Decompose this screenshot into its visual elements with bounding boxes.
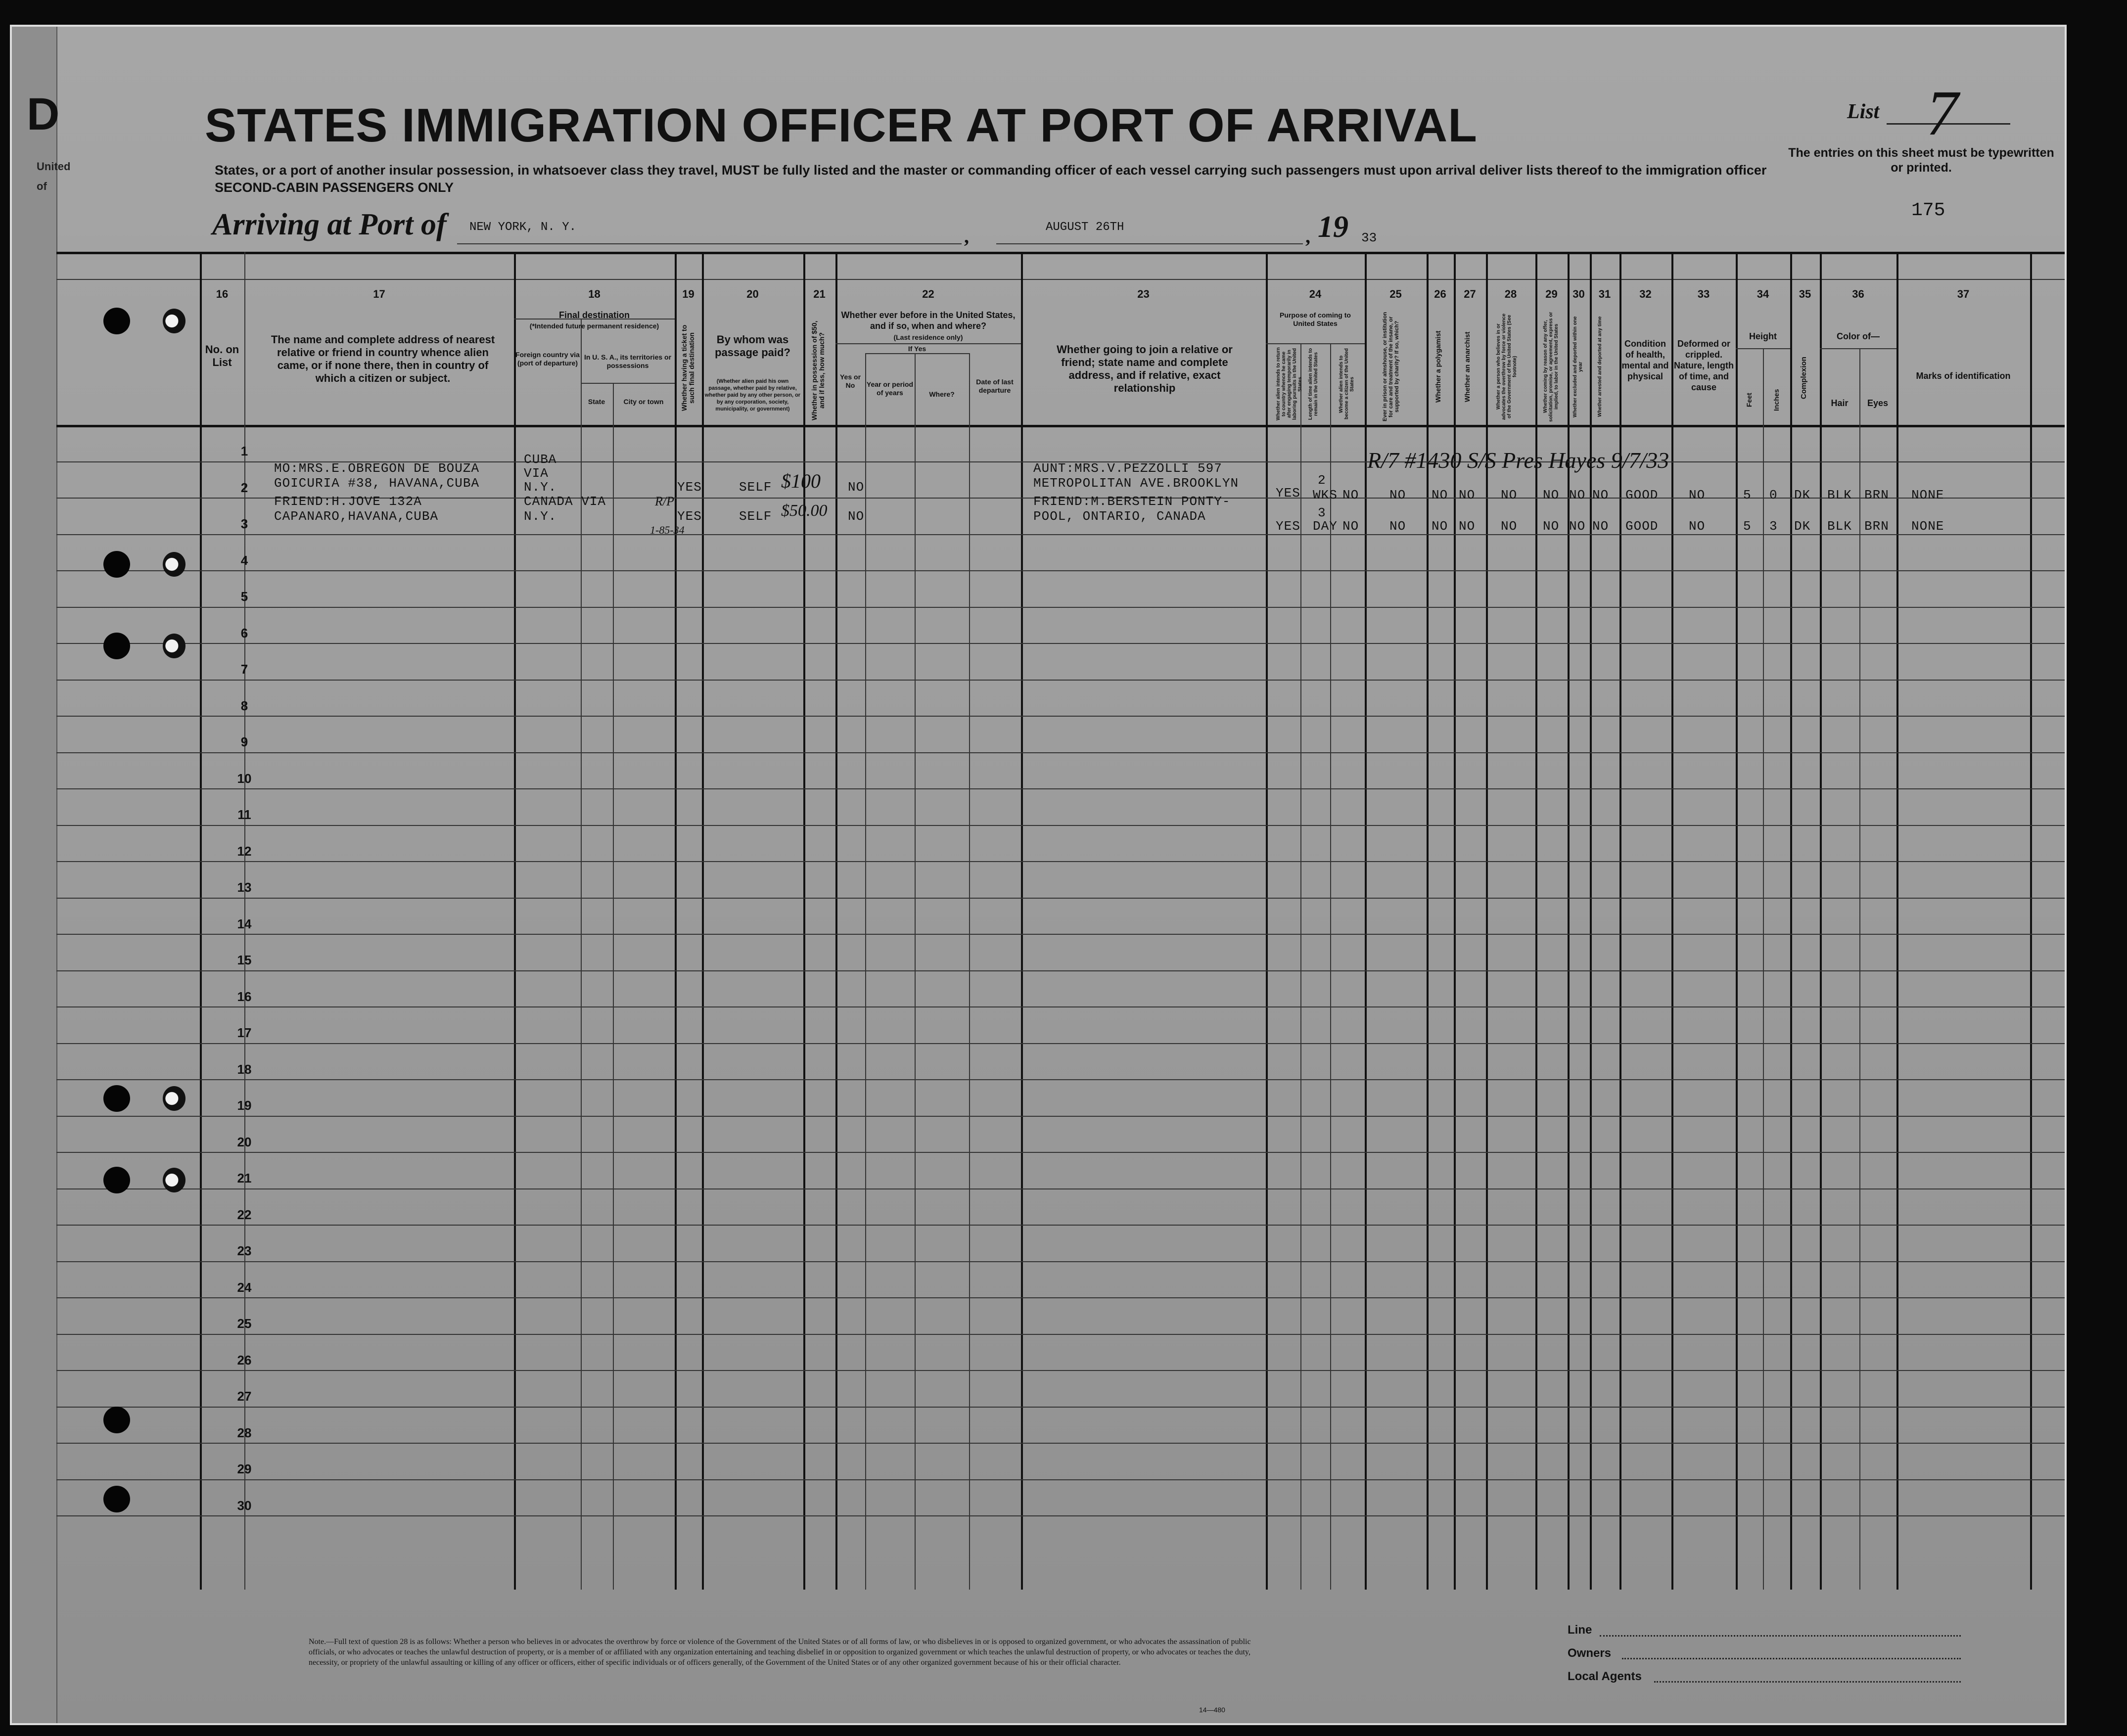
row-rule: [56, 1006, 2065, 1007]
col-line-22: [835, 252, 837, 1590]
entry2-money: $50.00: [781, 502, 828, 520]
handwritten-ticket-mark-1: R/P: [655, 494, 674, 508]
port-underline: [457, 243, 962, 244]
hdr-purpose: Purpose of coming to United States: [1280, 311, 1351, 327]
entry1-foreign-line2: VIA: [524, 466, 549, 481]
col-line-16: [200, 252, 202, 1590]
hdr-hair: Hair: [1831, 398, 1849, 408]
hdr-no-on-list: No. on List: [205, 343, 239, 368]
row-number: 2: [240, 480, 248, 495]
col-line-end: [2030, 252, 2032, 1590]
col-line-22c: [969, 353, 970, 1590]
hdr-anarchist: Whether an anarchist: [1463, 331, 1471, 402]
hdr-c29: Whether coming by reason of any offer, solicitation, promise, or agreement, express or implied, to labor in the United States: [1543, 312, 1559, 422]
binder-hole: [103, 1167, 130, 1193]
col-line-18b: [613, 383, 614, 1590]
footer-owners-label: Owners: [1568, 1646, 1612, 1660]
footer-agents-rule: [1654, 1681, 1961, 1683]
hdr-year-period: Year or period of years: [866, 380, 914, 397]
row-rule: [56, 1225, 2065, 1226]
entry2-joining-line1: FRIEND:M.BERSTEIN PONTY-: [1033, 494, 1231, 509]
col-line-18a: [581, 319, 582, 1590]
ifyes-sub-divider: [865, 353, 969, 354]
hdr-color-of: Color of—: [1837, 331, 1880, 341]
binder-hole: [103, 308, 130, 334]
row-number: 24: [237, 1279, 252, 1295]
entry2-length-b: DAY: [1313, 519, 1338, 534]
hdr-by-whom: By whom was passage paid?: [715, 333, 790, 359]
row-rule: [56, 1188, 2065, 1189]
footer-agents-label: Local Agents: [1568, 1670, 1642, 1683]
colnum-31: 31: [1598, 288, 1611, 300]
row-rule: [56, 1297, 2065, 1298]
row-rule: [56, 1079, 2065, 1080]
hdr-date-departure: Date of last departure: [976, 378, 1014, 394]
hdr-ever-before: Whether ever before in the United States, and if so, when and where?: [841, 310, 1016, 331]
hdr-purpose-c: Whether alien intends to become a citizen of the United States: [1339, 348, 1355, 420]
entry1-relative-line1: MO:MRS.E.OBREGON DE BOUZA: [274, 461, 480, 476]
usa-sub-divider: [581, 383, 675, 384]
colnum-25: 25: [1389, 288, 1402, 300]
binder-hole-half: [163, 552, 185, 577]
hdr-money: Whether in possession of $50, and if less, how much?: [810, 320, 826, 420]
hdr-state: State: [588, 398, 605, 406]
row-number: 12: [237, 843, 252, 859]
entry2-ticket: YES: [677, 509, 702, 524]
entry1-ever-before: NO: [848, 480, 865, 495]
col-line-19: [675, 252, 677, 1590]
col-line-22a: [865, 353, 866, 1590]
entry1-feet: 5: [1743, 488, 1752, 503]
row-number: 28: [237, 1425, 252, 1440]
hdr-deformed: Deformed or crippled. Nature, length of time, and cause: [1673, 339, 1734, 392]
binder-hole-half: [163, 1086, 185, 1111]
row-rule: [56, 1479, 2065, 1480]
entry2-c25: NO: [1389, 519, 1406, 534]
entry2-foreign-line2: N.Y.: [524, 509, 557, 524]
row-rule: [56, 680, 2065, 681]
row-rule: [56, 643, 2065, 644]
row-rule: [56, 825, 2065, 826]
entry1-relative-line2: GOICURIA #38, HAVANA,CUBA: [274, 476, 480, 491]
color-sub-divider: [1820, 348, 1896, 349]
col-line-24a: [1300, 343, 1301, 1590]
date-underline: [996, 243, 1303, 244]
entry1-ticket: YES: [677, 480, 702, 495]
binder-hole: [103, 1486, 130, 1512]
row-number: 9: [240, 734, 248, 749]
col-line-33: [1671, 252, 1673, 1590]
footer-line-label: Line: [1568, 1623, 1592, 1637]
entry2-inches: 3: [1769, 519, 1778, 534]
binder-hole-half: [163, 309, 185, 333]
entry1-c27: NO: [1459, 488, 1476, 503]
entry2-return: YES: [1276, 519, 1300, 534]
row-number: 22: [237, 1207, 252, 1222]
row-rule: [56, 1116, 2065, 1117]
entry1-c28: NO: [1501, 488, 1518, 503]
row-rule: [56, 934, 2065, 935]
comma-1: ,: [964, 225, 969, 247]
row-rule: [56, 898, 2065, 899]
entry2-c28: NO: [1501, 519, 1518, 534]
entry2-relative-line2: CAPANARO,HAVANA,CUBA: [274, 509, 439, 524]
entry1-foreign-line1: CUBA: [524, 452, 557, 467]
row-number: 8: [240, 698, 248, 713]
entry2-c31: NO: [1592, 519, 1609, 534]
colnum-35: 35: [1799, 288, 1811, 300]
entry1-citizen: NO: [1342, 488, 1359, 503]
col-line-35: [1790, 252, 1792, 1590]
colnum-26: 26: [1434, 288, 1446, 300]
left-margin-strip: [12, 27, 60, 1723]
row-rule: [56, 752, 2065, 753]
arrival-date: AUGUST 26TH: [1046, 221, 1124, 234]
hdr-eyes: Eyes: [1867, 398, 1889, 408]
entry1-c31: NO: [1592, 488, 1609, 503]
hdr-final-destination-note: (*Intended future permanent residence): [529, 322, 659, 330]
entry1-length-b: WKS: [1313, 488, 1338, 503]
row-rule: [56, 716, 2065, 717]
colnum-20: 20: [746, 288, 759, 300]
colnum-18: 18: [588, 288, 601, 300]
hdr-marks: Marks of identification: [1916, 371, 2011, 381]
hdr-by-whom-note: (Whether alien paid his own passage, whether paid by relative, whether paid by any other person, or by any corporation, society, municipality, or government): [704, 378, 801, 412]
handwritten-ticket-mark-2: 1-85-34: [650, 524, 685, 536]
manifest-sheet: [10, 25, 2067, 1725]
binder-hole: [103, 633, 130, 659]
comma-2: ,: [1305, 225, 1310, 247]
entry2-complexion: DK: [1794, 519, 1811, 534]
subtitle-instructions: States, or a port of another insular possession, in whatsoever class they travel, MUST be fully listed and the master or commanding officer of each vessel carrying such passengers must upon arrival deliver lists thereof to the immigration officer: [215, 163, 1767, 178]
row-rule: [56, 1407, 2065, 1408]
subtitle-class: SECOND-CABIN PASSENGERS ONLY: [215, 180, 454, 195]
entry2-paid-by: SELF: [739, 509, 772, 524]
binder-hole-half: [163, 1168, 185, 1192]
colnum-37: 37: [1957, 288, 1970, 300]
col-line-37: [1896, 252, 1898, 1590]
binder-hole: [103, 1085, 130, 1112]
colnum-30: 30: [1572, 288, 1585, 300]
colnum-29: 29: [1545, 288, 1558, 300]
col-line-21: [803, 252, 805, 1590]
list-number: 7: [1926, 78, 1958, 149]
hdr-inches: Inches: [1772, 389, 1780, 411]
hdr-purpose-a: Whether alien intends to return to country whence he came after engaging temporarily in laboring pursuits in the United States: [1276, 347, 1303, 421]
table-top-border: [56, 252, 2065, 254]
hdr-feet: Feet: [1745, 393, 1753, 408]
entry2-foreign-line1: CANADA VIA: [524, 494, 606, 509]
entry2-deformed: NO: [1689, 519, 1706, 534]
arrival-port: NEW YORK, N. Y.: [469, 221, 577, 234]
row-number: 18: [237, 1061, 252, 1077]
row-number: 25: [237, 1316, 252, 1331]
hdr-where: Where?: [929, 390, 955, 398]
cut-off-word-2: of: [37, 180, 47, 192]
colnum-19: 19: [682, 288, 694, 300]
binder-hole-half: [163, 634, 185, 658]
hdr-height: Height: [1749, 331, 1777, 341]
entry1-joining-line1: AUNT:MRS.V.PEZZOLLI 597: [1033, 461, 1222, 476]
row-rule: [56, 1152, 2065, 1153]
col-line-20: [702, 252, 704, 1590]
entry2-relative-line1: FRIEND:H.JOVE 132A: [274, 494, 422, 509]
row-number: 14: [237, 916, 252, 931]
hdr-last-residence: (Last residence only): [893, 333, 963, 341]
colnum-divider: [56, 279, 2065, 280]
entry2-condition: GOOD: [1625, 519, 1659, 534]
row-rule: [56, 1443, 2065, 1444]
entry1-c29: NO: [1543, 488, 1560, 503]
row-rule: [56, 1370, 2065, 1371]
row-number: 5: [240, 589, 248, 604]
entry1-joining-line2: METROPOLITAN AVE.BROOKLYN: [1033, 476, 1239, 491]
entry1-hair: BLK: [1827, 488, 1852, 503]
col-line-24: [1266, 252, 1268, 1590]
page-number: 175: [1911, 200, 1945, 221]
entry2-c26: NO: [1432, 519, 1448, 534]
row-number: 1: [240, 444, 248, 458]
cut-off-word-1: United: [37, 160, 71, 173]
footer-line-rule: [1600, 1635, 1961, 1637]
row-number: 6: [240, 625, 248, 640]
handwritten-annotation: R/7 #1430 S/S Pres Hayes 9/7/33: [1367, 448, 1669, 473]
row-rule: [56, 788, 2065, 789]
hdr-ticket: Whether having a ticket to such final destination: [680, 324, 695, 411]
hdr-c25: Ever in prison or almshouse, or institution for care and treatment of the insane, or supported by charity? If so, which?: [1382, 312, 1400, 422]
col-line-18: [514, 252, 516, 1590]
row-rule: [56, 607, 2065, 608]
colnum-34: 34: [1757, 288, 1769, 300]
hdr-purpose-b: Length of time alien intends to remain in the United States: [1308, 348, 1319, 420]
form-code: 14—480: [1199, 1706, 1225, 1714]
entry1-paid-by: SELF: [739, 480, 772, 495]
row-number: 11: [237, 807, 251, 822]
entry2-feet: 5: [1743, 519, 1752, 534]
hdr-c31: Whether arrested and deported at any time: [1597, 316, 1603, 417]
hdr-city: City or town: [623, 398, 664, 406]
row-rule: [56, 534, 2065, 535]
paper-background: [12, 27, 2065, 1723]
entry1-return: YES: [1276, 486, 1300, 501]
entry1-money: $100: [781, 470, 821, 492]
row-rule: [56, 1515, 2065, 1516]
row-number: 10: [237, 771, 252, 786]
hdr-nearest-relative: The name and complete address of nearest relative or friend in country whence alien came, or if none there, then in country of which a citizen or subject.: [271, 333, 495, 384]
row-number: 13: [237, 880, 252, 895]
colnum-28: 28: [1504, 288, 1517, 300]
col-line-25: [1365, 252, 1367, 1590]
row-number: 21: [237, 1171, 252, 1186]
hdr-c30: Whether excluded and deported within one year: [1572, 316, 1583, 417]
hdr-joining: Whether going to join a relative or friend; state name and complete address, and if relative, exact relationship: [1057, 343, 1233, 394]
entry2-marks: NONE: [1911, 519, 1944, 534]
row-number: 17: [237, 1025, 252, 1040]
year-prefix: 19: [1318, 210, 1348, 244]
height-sub-divider: [1736, 348, 1790, 349]
entry1-condition: GOOD: [1625, 488, 1659, 503]
hdr-final-destination: Final destination: [558, 310, 630, 320]
row-number: 27: [237, 1389, 252, 1404]
row-rule: [56, 1261, 2065, 1262]
year-suffix: 33: [1361, 230, 1377, 245]
row-number: 3: [240, 516, 248, 531]
entry1-complexion: DK: [1794, 488, 1811, 503]
entry1-foreign-line3: N.Y.: [524, 480, 557, 495]
hdr-polygamist: Whether a polygamist: [1434, 330, 1442, 403]
hdr-foreign-country: Foreign country via (port of departure): [515, 351, 580, 367]
row-number: 15: [237, 953, 252, 967]
colnum-16: 16: [216, 288, 229, 300]
row-rule: [56, 1043, 2065, 1044]
row-number: 30: [237, 1498, 252, 1513]
footer-owners-rule: [1622, 1658, 1961, 1659]
page-title: STATES IMMIGRATION OFFICER AT PORT OF ARRIVAL: [205, 99, 1478, 152]
col-line-22b: [915, 353, 916, 1590]
hdr-complexion: Complexion: [1800, 357, 1808, 399]
entry2-joining-line2: POOL, ONTARIO, CANADA: [1033, 509, 1206, 524]
binder-hole: [103, 1407, 130, 1433]
row-rule: [56, 861, 2065, 862]
row-number: 16: [237, 989, 252, 1004]
row-rule: [56, 570, 2065, 571]
hdr-yes-no: Yes or No: [839, 373, 861, 389]
entry2-citizen: NO: [1342, 519, 1359, 534]
colnum-23: 23: [1137, 288, 1150, 300]
colnum-32: 32: [1639, 288, 1652, 300]
row-number: 7: [240, 662, 248, 677]
entry1-eyes: BRN: [1864, 488, 1889, 503]
list-label: List: [1847, 100, 1880, 123]
binder-hole: [103, 551, 130, 578]
entry2-ever-before: NO: [848, 509, 865, 524]
row-number: 26: [237, 1352, 252, 1368]
entry2-hair: BLK: [1827, 519, 1852, 534]
col-line-23: [1021, 252, 1023, 1590]
entry2-c27: NO: [1459, 519, 1476, 534]
col-line-36: [1820, 252, 1822, 1590]
row-number: 4: [240, 552, 248, 568]
hdr-condition: Condition of health, mental and physical: [1621, 339, 1669, 381]
entry1-length-a: 2: [1318, 473, 1326, 488]
entry2-eyes: BRN: [1864, 519, 1889, 534]
row-number: 29: [237, 1462, 252, 1476]
hdr-in-usa: In U. S. A., its territories or possessions: [584, 353, 672, 369]
entry1-c30: NO: [1569, 488, 1586, 503]
entries-note: The entries on this sheet must be typewritten or printed.: [1788, 146, 2054, 175]
purpose-sub-divider: [1266, 343, 1365, 344]
colnum-17: 17: [373, 288, 385, 300]
entry1-inches: 0: [1769, 488, 1778, 503]
entry1-marks: NONE: [1911, 488, 1944, 503]
ever-sub-divider: [835, 343, 1021, 344]
colnum-22: 22: [922, 288, 934, 300]
hdr-c28: Whether a person who believes in or advocates the overthrow by force or violence of the Government of the United States (See footnote): [1496, 313, 1518, 420]
colnum-21: 21: [813, 288, 826, 300]
row-rule: [56, 1334, 2065, 1335]
footnote: Note.—Full text of question 28 is as follows: Whether a person who believes in or advocates the overthrow by force or violence of the Government of the United States or of all forms of law, or who disbelieves in or is opposed to organized government, or who advocates the assassination of public officials, or who advocates or teaches the unlawful destruction of property, or is a member of or affiliated with any organization entertaining and teaching disbelief in or opposition to organized government or which teaches the unlawful destruction of property, or who advocates or teaches the duty, necessity, or propriety of the unlawful assaulting or killing of any officer or officers, either of specific individuals or of officers generally, of the Government of the United States or of any other organized government because of his or their official character.: [309, 1638, 1251, 1667]
entry2-c30: NO: [1569, 519, 1586, 534]
colnum-24: 24: [1309, 288, 1322, 300]
entry1-c25: NO: [1389, 488, 1406, 503]
entry2-length-a: 3: [1318, 505, 1326, 520]
entry1-c26: NO: [1432, 488, 1448, 503]
colnum-27: 27: [1464, 288, 1476, 300]
arriving-label: Arriving at Port of: [212, 208, 447, 241]
col-line-34: [1736, 252, 1738, 1590]
row-number: 19: [237, 1098, 252, 1113]
row-number: 23: [237, 1243, 252, 1258]
hdr-if-yes: If Yes: [908, 345, 926, 353]
entry1-deformed: NO: [1689, 488, 1706, 503]
entry2-c29: NO: [1543, 519, 1560, 534]
row-rule: [56, 970, 2065, 971]
colnum-33: 33: [1697, 288, 1710, 300]
colnum-36: 36: [1852, 288, 1864, 300]
row-number: 20: [237, 1134, 252, 1149]
cut-off-letter: D: [27, 89, 60, 139]
